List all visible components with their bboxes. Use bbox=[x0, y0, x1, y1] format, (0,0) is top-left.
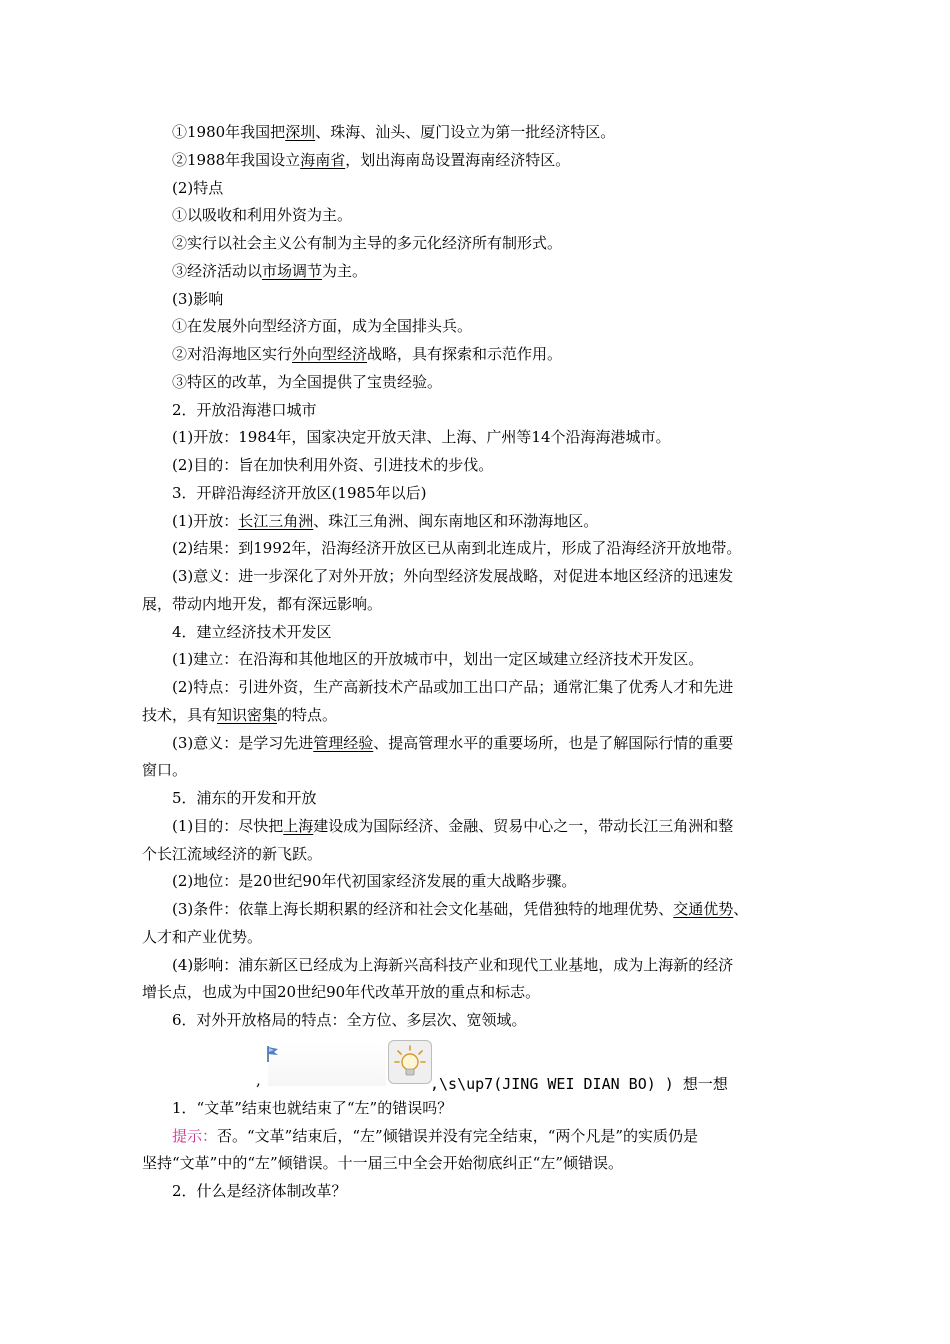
underlined-term: 知识密集 bbox=[217, 705, 278, 724]
text-run: 、 bbox=[733, 900, 749, 918]
lightbulb-icon bbox=[389, 1041, 431, 1083]
text-line bbox=[172, 788, 317, 808]
text-line bbox=[142, 982, 540, 1002]
text-run: 6．对外开放格局的特点：全方位、多层次、宽领域。 bbox=[172, 1011, 527, 1029]
underlined-term: 深圳 bbox=[285, 123, 316, 141]
text-line bbox=[172, 400, 317, 420]
underlined-term: 交通优势 bbox=[673, 900, 734, 918]
lightbulb-icon-box bbox=[388, 1040, 432, 1084]
text-run: 人才和产业优势。 bbox=[142, 927, 263, 946]
text-line bbox=[172, 1098, 452, 1118]
underlined-term: 海南省 bbox=[300, 150, 346, 169]
text-run: 、珠海、汕头、厦门设立为第一批经济特区。 bbox=[315, 123, 616, 141]
text-line bbox=[172, 566, 733, 586]
text-line bbox=[172, 871, 576, 891]
underlined-term: 上海 bbox=[283, 816, 314, 835]
text-run: (2)地位：是20世纪90年代初国家经济发展的重大战略步骤。 bbox=[172, 872, 577, 891]
text-line bbox=[172, 122, 615, 142]
text-line bbox=[172, 483, 426, 503]
text-line bbox=[142, 594, 382, 614]
text-line bbox=[142, 844, 322, 864]
text-line bbox=[172, 427, 671, 447]
text-line bbox=[172, 1181, 347, 1201]
text-run: ③特区的改革，为全国提供了宝贵经验。 bbox=[172, 372, 443, 391]
flag-icon bbox=[266, 1045, 280, 1063]
text-run: ②实行以社会主义公有制为主导的多元化经济所有制形式。 bbox=[172, 234, 563, 252]
text-run: 2．什么是经济体制改革？ bbox=[172, 1181, 347, 1200]
text-run: ①1980年我国把 bbox=[172, 123, 286, 141]
text-line bbox=[142, 760, 187, 780]
text-line bbox=[172, 538, 741, 558]
text-run: 、珠江三角洲、闽东南地区和环渤海地区。 bbox=[313, 511, 599, 530]
text-run: 为主。 bbox=[322, 261, 368, 280]
underlined-term: 外向型经济 bbox=[292, 345, 368, 363]
text-run: 个长江流域经济的新飞跃。 bbox=[142, 844, 323, 863]
underlined-term: 管理经验 bbox=[313, 733, 374, 752]
text-run: (3)意义：进一步深化了对外开放；外向型经济发展战略，对促进本地区经济的迅速发 bbox=[172, 567, 734, 585]
text-line bbox=[172, 289, 223, 309]
text-line bbox=[172, 1126, 698, 1146]
text-run: 、提高管理水平的重要场所，也是了解国际行情的重要 bbox=[373, 733, 734, 752]
text-run: ②1988年我国设立 bbox=[172, 150, 301, 169]
text-line bbox=[172, 899, 748, 919]
text-run: 4．建立经济技术开发区 bbox=[172, 622, 332, 641]
text-run: 5．浦东的开发和开放 bbox=[172, 789, 317, 807]
text-run: (2)目的：旨在加快利用外资、引进技术的步伐。 bbox=[172, 456, 494, 474]
text-run: (1)建立：在沿海和其他地区的开放城市中，划出一定区域建立经济技术开发区。 bbox=[172, 650, 704, 669]
text-line bbox=[172, 816, 733, 836]
text-run: (3)意义：是学习先进 bbox=[172, 733, 314, 752]
text-run: 否。“文革”结束后，“左”倾错误并没有完全结束，“两个凡是”的实质仍是 bbox=[217, 1126, 699, 1145]
text-run: 展，带动内地开发，都有深远影响。 bbox=[142, 594, 383, 613]
banner-heading: ,\s\up7(JING WEI DIAN BO) ) 想一想 bbox=[430, 1075, 728, 1093]
banner-image-placeholder bbox=[268, 1042, 386, 1086]
text-run: ，划出海南岛设置海南经济特区。 bbox=[345, 150, 571, 169]
text-run: (1)目的：尽快把 bbox=[172, 816, 284, 835]
text-run: (2)特点：引进外资，生产高新技术产品或加工出口产品；通常汇集了优秀人才和先进 bbox=[172, 678, 734, 696]
text-line bbox=[172, 733, 733, 753]
text-line bbox=[172, 455, 493, 475]
text-run: (1)开放：1984年，国家决定开放天津、上海、广州等14个沿海海港城市。 bbox=[172, 428, 671, 447]
text-line bbox=[142, 1153, 623, 1173]
text-line bbox=[172, 261, 367, 281]
text-run: ③经济活动以 bbox=[172, 261, 263, 280]
text-run: (2)结果：到1992年，沿海经济开放区已从南到北连成片，形成了沿海经济开放地带。 bbox=[172, 539, 742, 558]
text-line bbox=[172, 178, 223, 198]
text-run: (3)影响 bbox=[172, 289, 224, 308]
text-run: 2．开放沿海港口城市 bbox=[172, 400, 317, 419]
text-line bbox=[172, 1010, 527, 1030]
text-line bbox=[172, 677, 733, 697]
underlined-term: 市场调节 bbox=[262, 261, 323, 280]
text-run: (4)影响：浦东新区已经成为上海新兴高科技产业和现代工业基地，成为上海新的经济 bbox=[172, 955, 734, 974]
text-run: ①在发展外向型经济方面，成为全国排头兵。 bbox=[172, 317, 473, 336]
text-run: 战略，具有探索和示范作用。 bbox=[367, 345, 563, 363]
text-line bbox=[142, 927, 262, 947]
text-line bbox=[142, 705, 337, 725]
underlined-term: 长江三角洲 bbox=[238, 511, 314, 530]
text-run: ①以吸收和利用外资为主。 bbox=[172, 206, 353, 225]
text-run: 增长点，也成为中国20世纪90年代改革开放的重点和标志。 bbox=[142, 983, 541, 1002]
text-line bbox=[172, 150, 570, 170]
text-run: (2)特点 bbox=[172, 178, 224, 197]
text-line bbox=[172, 649, 703, 669]
text-line bbox=[172, 622, 332, 642]
text-run: 1．“文革”结束也就结束了“左”的错误吗？ bbox=[172, 1099, 453, 1117]
text-run: 建设成为国际经济、金融、贸易中心之一，带动长江三角洲和整 bbox=[313, 816, 734, 835]
hint-label: 提示： bbox=[172, 1126, 218, 1145]
text-run: ②对沿海地区实行 bbox=[172, 345, 293, 363]
text-run: (3)条件：依靠上海长期积累的经济和社会文化基础，凭借独特的地理优势、 bbox=[172, 900, 674, 918]
text-run: 坚持“文革”中的“左”倾错误。十一届三中全会开始彻底纠正“左”倾错误。 bbox=[142, 1154, 624, 1172]
text-line bbox=[172, 316, 472, 336]
text-line bbox=[172, 205, 352, 225]
text-run: 的特点。 bbox=[277, 705, 338, 724]
text-run: (1)开放： bbox=[172, 511, 239, 530]
text-run: 窗口。 bbox=[142, 761, 188, 780]
text-line bbox=[172, 955, 733, 975]
text-run: 技术，具有 bbox=[142, 705, 218, 724]
text-line bbox=[172, 372, 442, 392]
text-line bbox=[172, 344, 562, 364]
banner-comma: , bbox=[256, 1071, 261, 1089]
text-line bbox=[172, 233, 562, 253]
text-line bbox=[172, 511, 598, 531]
text-run: 3．开辟沿海经济开放区(1985年以后) bbox=[172, 483, 427, 502]
